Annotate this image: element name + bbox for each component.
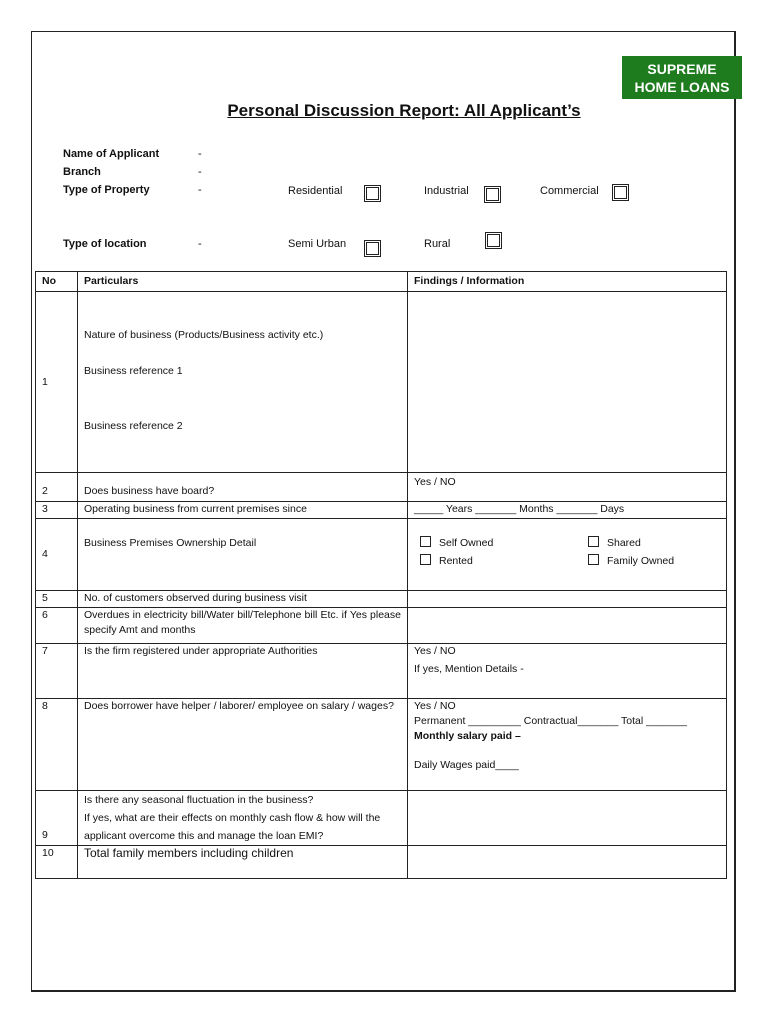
- ownership-option-rented[interactable]: [420, 554, 473, 569]
- ownership-option-family-owned[interactable]: [588, 554, 674, 569]
- table-row: [36, 473, 727, 502]
- page-title: Personal Discussion Report: All Applicant’s: [227, 101, 581, 120]
- business-reference-1-text: Business reference 1: [84, 365, 183, 377]
- option-label: Self Owned: [439, 537, 494, 549]
- table-row: [36, 608, 727, 644]
- option-label: Shared: [607, 537, 641, 549]
- seasonal-followup: If yes, what are their effects on monthly cash flow & how will the applicant overcome this and manage the loan EMI?: [84, 812, 381, 842]
- nature-of-business-text: Nature of business (Products/Business activity etc.): [84, 329, 324, 341]
- findings-cell: [408, 519, 727, 591]
- branch-label: Branch: [63, 166, 101, 178]
- option-residential: Residential: [288, 185, 343, 197]
- helper-yes-no: Yes / NO: [414, 700, 456, 712]
- option-industrial: Industrial: [424, 185, 469, 197]
- row-no: 8: [36, 699, 78, 791]
- option-label: Rented: [439, 555, 473, 567]
- report-table: [35, 271, 727, 879]
- checkbox-icon[interactable]: [588, 554, 599, 565]
- particulars-cell: Total family members including children: [78, 846, 408, 879]
- row-no: 4: [36, 519, 78, 591]
- registration-yes-no: Yes / NO: [414, 645, 456, 657]
- checkbox-commercial[interactable]: [612, 184, 629, 201]
- option-commercial: Commercial: [540, 185, 599, 197]
- table-row: [36, 644, 727, 699]
- logo-line-1: SUPREME: [647, 61, 717, 77]
- table-header-row: [36, 272, 727, 292]
- row-no: 7: [36, 644, 78, 699]
- header-findings: Findings / Information: [408, 272, 727, 292]
- logo-line-2: HOME LOANS: [634, 79, 730, 95]
- option-label: Family Owned: [607, 555, 675, 567]
- row-no: 9: [36, 791, 78, 846]
- ownership-option-self-owned[interactable]: [420, 536, 493, 551]
- location-dash: -: [198, 238, 202, 250]
- findings-cell[interactable]: Yes / NO: [408, 473, 727, 502]
- employee-breakdown: Permanent _________ Contractual_______ Total _______: [414, 715, 688, 727]
- table-row: [36, 519, 727, 591]
- row-no: 3: [36, 502, 78, 519]
- ownership-option-shared[interactable]: [588, 536, 641, 551]
- business-reference-2-text: Business reference 2: [84, 420, 183, 432]
- findings-cell[interactable]: [408, 608, 727, 644]
- table-row: [36, 591, 727, 608]
- table-row: [36, 699, 727, 791]
- findings-cell[interactable]: [408, 846, 727, 879]
- findings-cell[interactable]: [408, 591, 727, 608]
- table-row: [36, 846, 727, 879]
- name-of-applicant-label: Name of Applicant: [63, 148, 160, 160]
- branch-dash: -: [198, 166, 202, 178]
- particulars-cell: Does business have board?: [78, 473, 408, 502]
- particulars-cell: Operating business from current premises since: [78, 502, 408, 519]
- findings-cell[interactable]: [408, 292, 727, 473]
- checkbox-residential[interactable]: [364, 185, 381, 202]
- seasonal-question: Is there any seasonal fluctuation in the business?: [84, 794, 314, 806]
- particulars-cell: Is the firm registered under appropriate Authorities: [78, 644, 408, 699]
- checkbox-semi-urban[interactable]: [364, 240, 381, 257]
- findings-cell[interactable]: [408, 791, 727, 846]
- particulars-cell: Overdues in electricity bill/Water bill/Telephone bill Etc. if Yes please specify Amt and months: [78, 608, 408, 644]
- registration-details: If yes, Mention Details -: [414, 663, 524, 675]
- particulars-cell: [78, 791, 408, 846]
- particulars-cell: Does borrower have helper / laborer/ employee on salary / wages?: [78, 699, 408, 791]
- row-no: 6: [36, 608, 78, 644]
- daily-wages-paid: Daily Wages paid____: [414, 759, 519, 771]
- property-dash: -: [198, 184, 202, 196]
- particulars-cell: Business Premises Ownership Detail: [78, 519, 408, 591]
- checkbox-icon[interactable]: [420, 536, 431, 547]
- table-row: [36, 502, 727, 519]
- monthly-salary-paid: Monthly salary paid –: [414, 730, 521, 742]
- row-no: 5: [36, 591, 78, 608]
- findings-cell[interactable]: [408, 699, 727, 791]
- name-dash: -: [198, 148, 202, 160]
- table-row: [36, 791, 727, 846]
- row-no: 10: [36, 846, 78, 879]
- company-logo: [622, 56, 742, 99]
- findings-cell[interactable]: [408, 644, 727, 699]
- table-row: [36, 292, 727, 473]
- checkbox-rural[interactable]: [485, 232, 502, 249]
- row-no: 1: [36, 292, 78, 473]
- findings-cell[interactable]: _____ Years _______ Months _______ Days: [408, 502, 727, 519]
- option-semi-urban: Semi Urban: [288, 238, 347, 250]
- header-no: No: [36, 272, 78, 292]
- type-of-location-label: Type of location: [63, 238, 147, 250]
- checkbox-icon[interactable]: [588, 536, 599, 547]
- option-rural: Rural: [424, 238, 451, 250]
- row-no: 2: [36, 473, 78, 502]
- checkbox-icon[interactable]: [420, 554, 431, 565]
- checkbox-industrial[interactable]: [484, 186, 501, 203]
- header-particulars: Particulars: [78, 272, 408, 292]
- particulars-cell: [78, 292, 408, 473]
- particulars-cell: No. of customers observed during business visit: [78, 591, 408, 608]
- type-of-property-label: Type of Property: [63, 184, 150, 196]
